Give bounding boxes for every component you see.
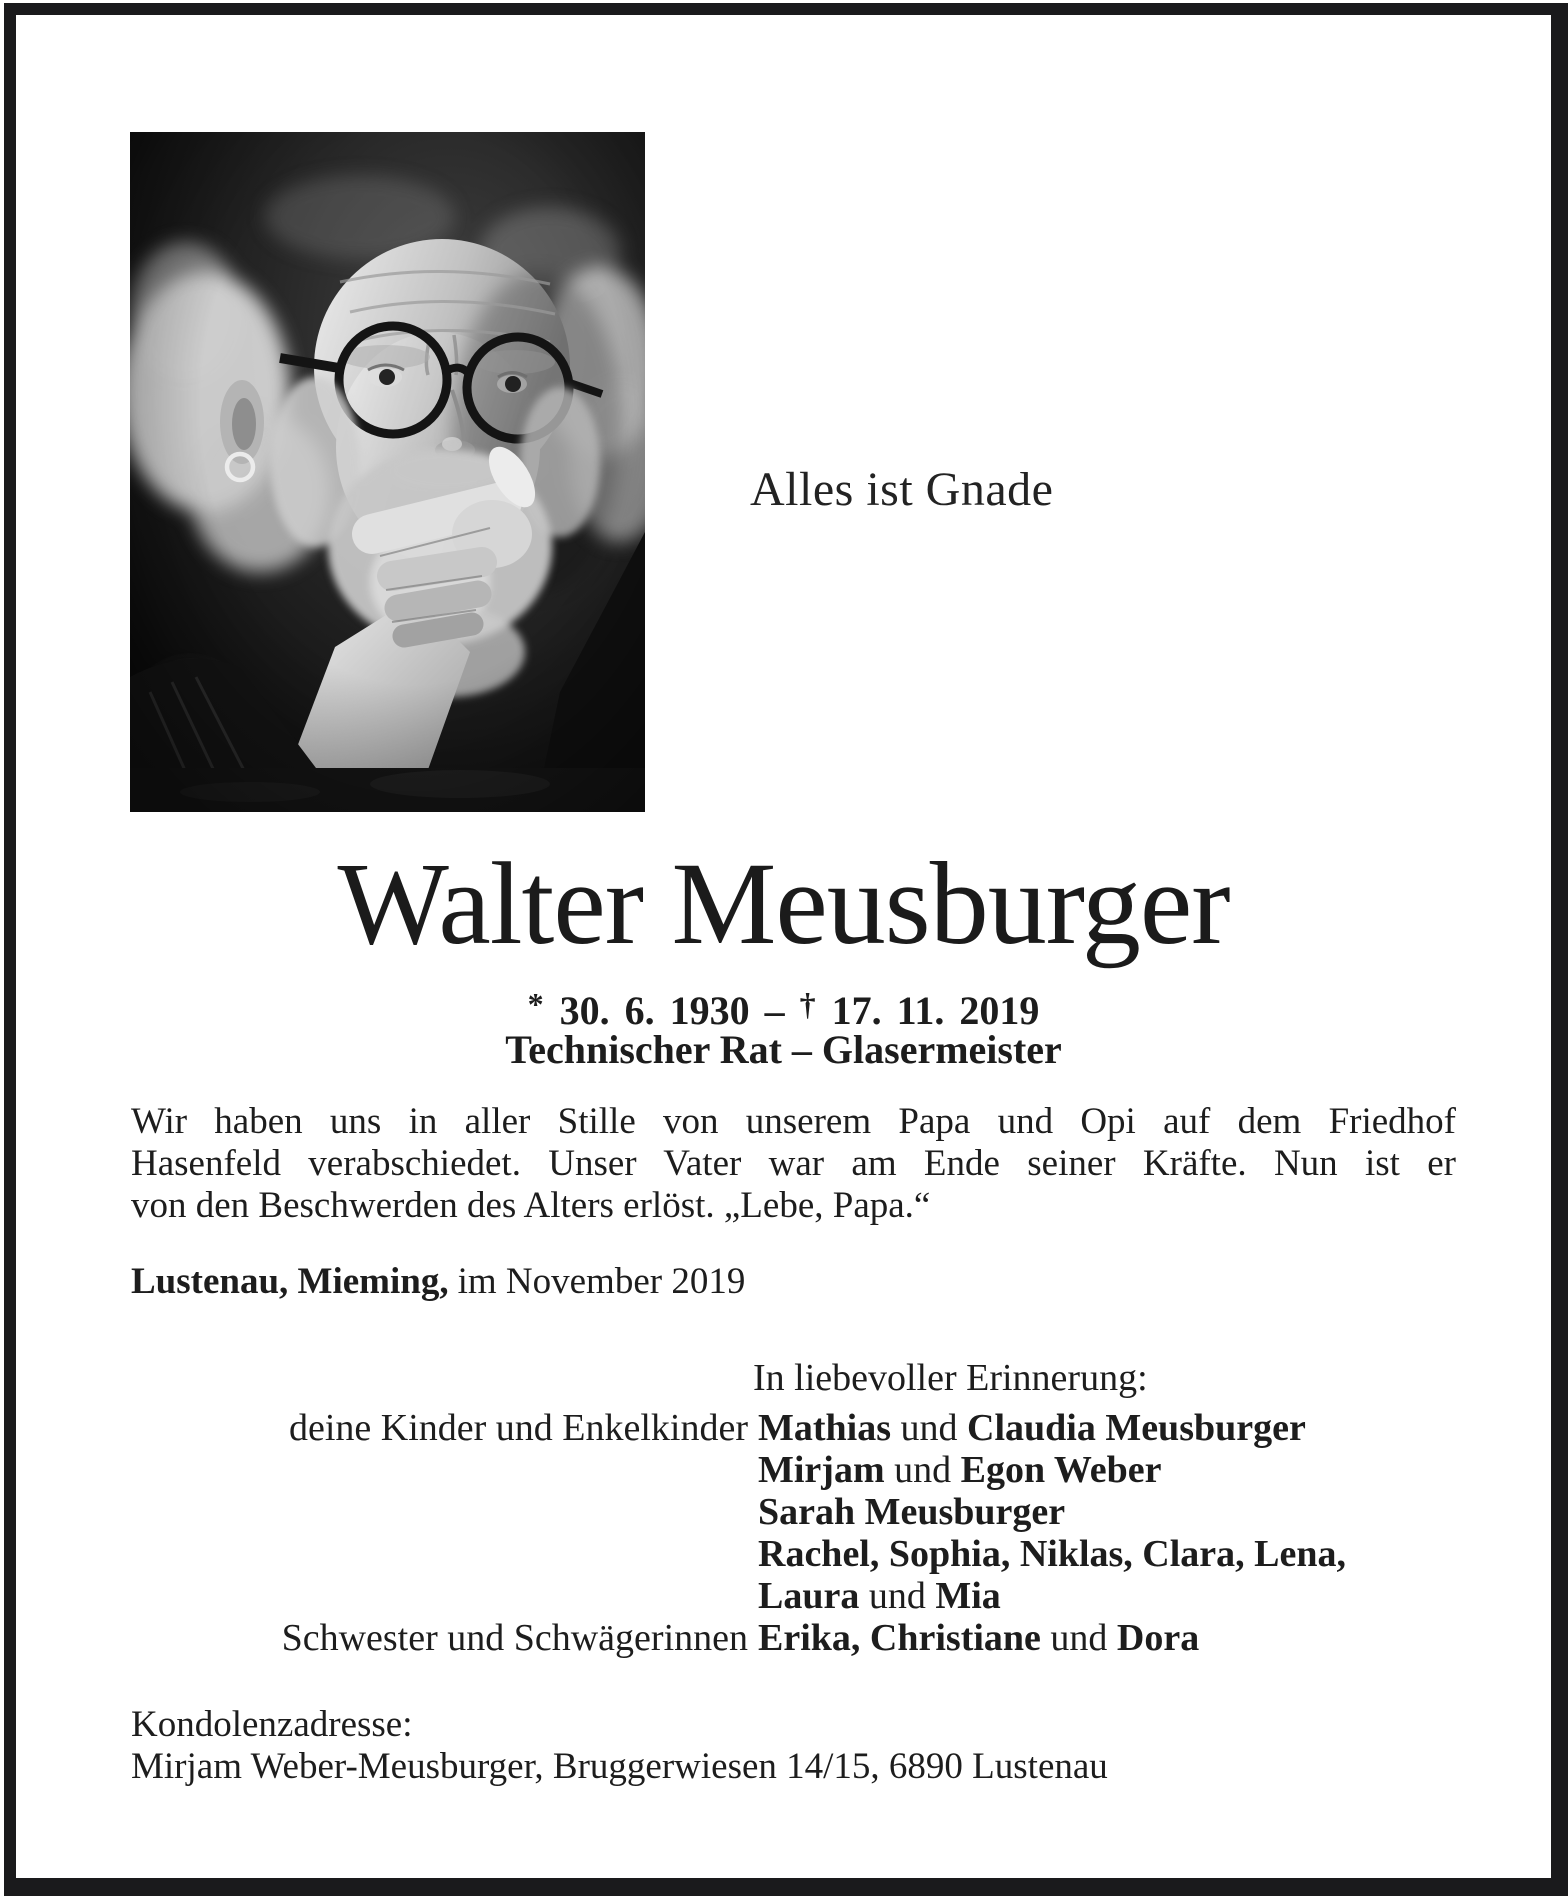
remembrance-row (131, 1491, 1456, 1533)
name-text: Sarah Meusburger (758, 1491, 1066, 1533)
photo-vignette (130, 132, 645, 812)
remembrance-row-label (131, 1491, 758, 1533)
date-text: im November 2019 (457, 1261, 746, 1302)
remembrance-row (131, 1449, 1456, 1491)
remembrance-row-label (131, 1533, 758, 1575)
remembrance-row (131, 1575, 1456, 1617)
name-text: Mathias (758, 1407, 891, 1449)
birth-symbol: * (527, 986, 544, 1022)
name-text: und (891, 1407, 967, 1449)
remembrance-row (131, 1407, 1456, 1449)
name-text: Laura (758, 1575, 860, 1617)
birth-date: 30. 6. 1930 (559, 988, 750, 1033)
remembrance-row-names (758, 1449, 1456, 1491)
remembrance-row-names (758, 1617, 1456, 1659)
name-text: Dora (1116, 1617, 1200, 1659)
condolence-address: Mirjam Weber-Meusburger, Bruggerwiesen 14/15, 6890 Lustenau (131, 1746, 1108, 1787)
death-date: 17. 11. 2019 (831, 988, 1040, 1033)
farewell-line: Hasenfeld verabschiedet. Unser Vater war am Ende seiner Kräfte. Nun ist er (131, 1143, 1456, 1184)
name-text: Erika, Christiane (758, 1617, 1041, 1659)
remembrance-row (131, 1533, 1456, 1575)
farewell-line: Wir haben uns in aller Stille von unserem Papa und Opi auf dem Friedhof (131, 1101, 1456, 1142)
remembrance-row-names (758, 1491, 1456, 1533)
remembrance-row (131, 1617, 1456, 1659)
remembrance-row-names (758, 1575, 1456, 1617)
profession-title: Technischer Rat – Glasermeister (505, 1027, 1062, 1072)
portrait-photo (130, 132, 645, 812)
death-symbol: † (799, 986, 816, 1022)
portrait-illustration (130, 132, 645, 812)
remembrance-heading: In liebevoller Erinnerung: (753, 1357, 1148, 1399)
dates-separator: – (764, 988, 785, 1033)
name-text: und (859, 1575, 936, 1617)
farewell-line: von den Beschwerden des Alters erlöst. „Lebe, Papa.“ (131, 1185, 931, 1226)
remembrance-row-names (758, 1407, 1456, 1449)
remembrance-row-label: Schwester und Schwägerinnen (281, 1617, 748, 1659)
name-text: und (884, 1449, 961, 1491)
deceased-name: Walter Meusburger (337, 838, 1230, 969)
remembrance-row-label (131, 1449, 758, 1491)
place-names: Lustenau, Mieming, (131, 1261, 449, 1302)
remembrance-row-label (131, 1575, 758, 1617)
name-text: und (1040, 1617, 1117, 1659)
remembrance-rows (131, 1407, 1456, 1659)
condolence-block (131, 1704, 1108, 1788)
name-text: Rachel, Sophia, Niklas, Clara, Lena, (758, 1533, 1347, 1575)
memorial-quote: Alles ist Gnade (750, 463, 1054, 516)
remembrance-row-label: deine Kinder und Enkelkinder (288, 1407, 748, 1449)
place-date-line (131, 1261, 745, 1303)
remembrance-row-names (758, 1533, 1456, 1575)
farewell-text (131, 1101, 1456, 1227)
name-text: Egon Weber (960, 1449, 1162, 1491)
name-text: Mia (935, 1575, 1001, 1617)
name-text: Mirjam (758, 1449, 885, 1491)
name-text: Claudia Meusburger (967, 1407, 1306, 1449)
condolence-label: Kondolenzadresse: (131, 1704, 413, 1745)
